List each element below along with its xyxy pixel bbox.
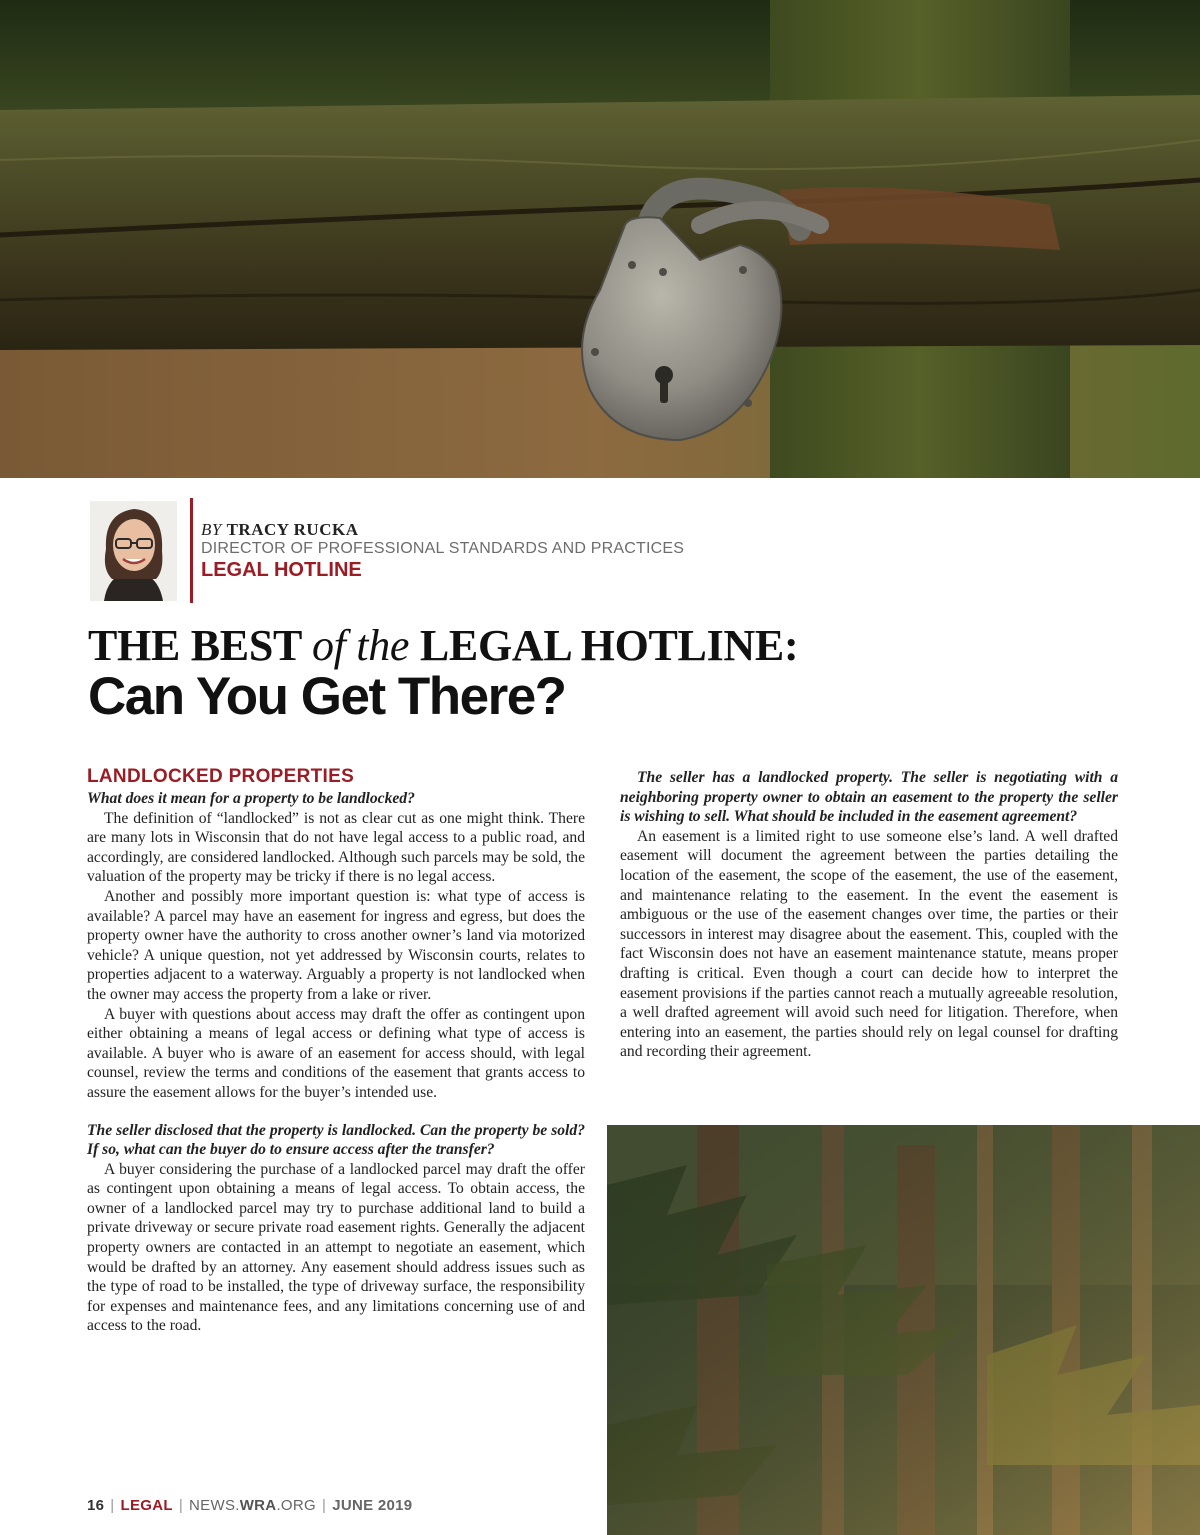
author-portrait-illustration — [90, 501, 177, 601]
subhead-landlocked: LANDLOCKED PROPERTIES — [87, 766, 355, 787]
footer-separator: | — [322, 1497, 327, 1514]
footer-separator: | — [178, 1497, 184, 1514]
issue-date: JUNE 2019 — [332, 1497, 413, 1514]
author-photo — [90, 501, 177, 601]
page-number: 16 — [87, 1497, 105, 1514]
section-name: LEGAL HOTLINE — [201, 559, 362, 581]
byline — [201, 520, 359, 540]
paragraph-5: An easement is a limited right to use someone else’s land. A well drafted easement will document the agreement between the parties detailing the location of the easement, the scope of the easement, the use of the easement, and maintenance relating to the easement. In the event the easement is ambiguous or the use of the easement changes over time, the parties or their successors in interest may disagree about the easement. This, coupled with the fact Wisconsin does not have an easement maintenance statute, means proper drafting is critical. Even though a court can decide how to interpret the easement provisions if the parties cannot reach a mutually agreeable resolution, a well drafted agreement will avoid such need for litigation. Therefore, when entering into an easement, the parties should rely on legal counsel for drafting and recording their agreement. — [620, 827, 1118, 1061]
paragraph-1: The definition of “landlocked” is not as clear cut as one might think. There are many lots in Wisconsin that do not have legal access to a public road, and accordingly, are considered landlocked. Although such parcels may be sold, the valuation of the property may be tricky if there is no legal access. — [87, 809, 585, 886]
question-3: The seller has a landlocked property. The seller is negotiating with a neighboring property owner to obtain an easement to the property the seller is wishing to sell. What should be included in the easement agreement? — [620, 769, 1118, 826]
forest-photo — [607, 1125, 1200, 1535]
site-suffix: .ORG — [276, 1497, 316, 1514]
site-bold: WRA — [239, 1497, 277, 1514]
paragraph-4: A buyer considering the purchase of a landlocked parcel may draft the offer as contingent upon obtaining a means of legal access. To obtain access, the owner of a landlocked parcel may try to purchase additional land to build a private driveway or secure private road easement rights. Generally the adjacent property owners are contacted in an attempt to negotiate an easement, which would be drafted by an attorney. Any easement should address issues such as the type of road to be installed, the type of driveway surface, the responsibility for expenses and maintenance fees, and any limitations concerning use of and access to the road. — [87, 1160, 585, 1335]
padlock-illustration — [0, 0, 1200, 478]
article-column-right — [620, 768, 1118, 1062]
author-title: DIRECTOR OF PROFESSIONAL STANDARDS AND PRACTICES — [201, 540, 685, 557]
headline-part-3: LEGAL HOTLINE: — [419, 621, 799, 670]
footer-separator: | — [110, 1497, 115, 1514]
author-divider — [190, 498, 193, 603]
headline-part-1: THE BEST — [88, 621, 302, 670]
hero-photo-padlock — [0, 0, 1200, 478]
footer-website — [189, 1497, 316, 1514]
article-column-left — [87, 765, 585, 1336]
author-name: TRACY RUCKA — [226, 520, 359, 539]
question-1: What does it mean for a property to be landlocked? — [87, 790, 415, 807]
forest-illustration — [607, 1125, 1200, 1535]
paragraph-gap — [87, 1103, 585, 1121]
paragraph-3: A buyer with questions about access may draft the offer as contingent upon either obtaining a means of legal access or defining what type of access is available. A buyer who is aware of an easement for access should, with legal counsel, review the terms and conditions of the easement that grants access to assure the easement allows for the buyer’s intended use. — [87, 1005, 585, 1101]
question-2: The seller disclosed that the property is landlocked. Can the property be sold? If so, what can the buyer do to ensure access after the transfer? — [87, 1121, 585, 1159]
paragraph-2: Another and possibly more important question is: what type of access is available? A parcel may have an easement for ingress and egress, but does the property owner have the authority to cross another owner’s land via motorized vehicle? A unique question, not yet addressed by Wisconsin courts, relates to properties adjacent to a waterway. Arguably a property is not landlocked when the owner may access the property from a lake or river. — [87, 887, 585, 1003]
page-footer — [87, 1497, 412, 1514]
site-prefix: NEWS. — [189, 1497, 240, 1514]
headline-part-2: of the — [311, 621, 410, 670]
headline-line-2: Can You Get There? — [88, 667, 566, 726]
footer-section: LEGAL — [120, 1497, 173, 1514]
byline-prefix: BY — [201, 520, 222, 539]
headline-line-1 — [88, 620, 798, 671]
